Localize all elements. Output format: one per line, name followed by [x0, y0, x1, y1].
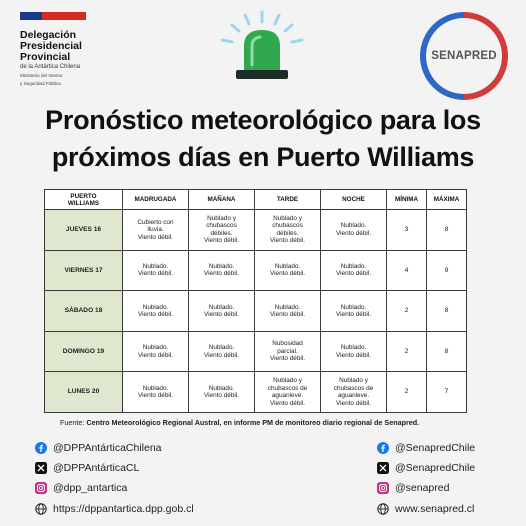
temp-min-cell: 2 — [387, 331, 427, 372]
forecast-cell-manana — [189, 250, 255, 291]
org-name-line: Presidencial — [20, 40, 82, 52]
forecast-line: Nublado. — [208, 384, 235, 392]
social-link-left[interactable] — [35, 482, 127, 494]
instagram-icon — [377, 482, 395, 494]
social-link-left[interactable] — [35, 462, 139, 474]
forecast-line: Nublado. — [142, 344, 169, 352]
forecast-cell-noche — [321, 250, 387, 291]
forecast-line: Viento débil. — [269, 399, 306, 407]
forecast-line: Nublado. — [340, 344, 367, 352]
forecast-cell-tarde — [255, 372, 321, 413]
forecast-cell-tarde — [255, 250, 321, 291]
facebook-icon — [35, 442, 53, 454]
social-link-text: @SenapredChile — [395, 442, 476, 454]
forecast-line: débiles. — [210, 229, 233, 237]
forecast-cell-madrugada — [123, 331, 189, 372]
org-name-line: Provincial — [20, 51, 71, 63]
forecast-line: chubascos de — [267, 384, 308, 392]
social-link-right[interactable] — [377, 503, 474, 515]
forecast-line: Nublado. — [340, 262, 367, 270]
social-link-text: @dpp_antartica — [53, 482, 128, 494]
org-ministry: y Seguridad Pública — [20, 80, 61, 86]
forecast-line: Viento débil. — [269, 310, 306, 318]
temp-min-cell: 3 — [387, 210, 427, 251]
forecast-line: Viento débil. — [335, 270, 372, 278]
temp-min-cell: 2 — [387, 291, 427, 332]
forecast-line: Cubierto con — [137, 218, 174, 226]
forecast-line: parcial. — [277, 347, 298, 355]
forecast-line: Nublado. — [274, 262, 301, 270]
social-link-text: @senapred — [395, 482, 450, 494]
forecast-line: Viento débil. — [137, 392, 174, 400]
forecast-line: Nublado. — [208, 303, 235, 311]
forecast-line: Nubosidad — [272, 340, 303, 348]
forecast-cell-manana — [189, 372, 255, 413]
forecast-line: Nublado. — [208, 344, 235, 352]
forecast-cell-tarde — [255, 291, 321, 332]
senapred-logo-text: SENAPRED — [431, 50, 497, 62]
temp-min-cell: 2 — [387, 372, 427, 413]
day-cell: LUNES 20 — [45, 372, 123, 413]
forecast-line: Viento débil. — [137, 351, 174, 359]
social-link-left[interactable] — [35, 503, 194, 515]
forecast-line: Viento débil. — [203, 351, 240, 359]
forecast-line: Nublado. — [208, 262, 235, 270]
org-name-line: Delegación — [20, 29, 77, 41]
social-link-text: www.senapred.cl — [395, 503, 475, 515]
forecast-cell-tarde — [255, 331, 321, 372]
column-header-madrugada: MADRUGADA — [123, 190, 189, 210]
column-header-manana: MAÑANA — [189, 190, 255, 210]
forecast-cell-manana — [189, 210, 255, 251]
forecast-line: aguanieve. — [337, 392, 370, 400]
forecast-cell-noche — [321, 372, 387, 413]
day-cell: DOMINGO 19 — [45, 331, 123, 372]
forecast-line: chubascos de — [333, 384, 374, 392]
forecast-line: Viento débil. — [203, 392, 240, 400]
globe-icon — [377, 503, 395, 515]
forecast-line: Viento débil. — [335, 351, 372, 359]
forecast-line: Viento débil. — [137, 233, 174, 241]
forecast-cell-madrugada — [123, 372, 189, 413]
forecast-line: lluvia. — [147, 226, 164, 234]
forecast-table — [44, 189, 467, 413]
forecast-line: Viento débil. — [203, 237, 240, 245]
org-subtitle: de la Antártica Chilena — [20, 64, 81, 70]
social-link-text: https://dppantartica.dpp.gob.cl — [53, 503, 194, 515]
social-link-right[interactable] — [377, 462, 475, 474]
forecast-line: Viento débil. — [335, 310, 372, 318]
social-link-left[interactable] — [35, 442, 162, 454]
org-ministry: Ministerio del Interior — [20, 73, 63, 78]
social-link-text: @DPPAntárticaCL — [53, 462, 140, 474]
forecast-cell-madrugada — [123, 250, 189, 291]
forecast-line: Viento débil. — [335, 229, 372, 237]
facebook-icon — [377, 442, 395, 454]
forecast-cell-manana — [189, 331, 255, 372]
senapred-logo — [420, 12, 508, 100]
title-line: próximos días en Puerto Williams — [51, 142, 475, 172]
forecast-line: Viento débil. — [203, 310, 240, 318]
title-line: Pronóstico meteorológico para los — [45, 105, 481, 135]
temp-max-cell: 9 — [427, 250, 467, 291]
forecast-line: Viento débil. — [137, 270, 174, 278]
forecast-cell-madrugada — [123, 210, 189, 251]
column-header-noche: NOCHE — [321, 190, 387, 210]
day-cell: SÁBADO 18 — [45, 291, 123, 332]
day-cell: VIERNES 17 — [45, 250, 123, 291]
temp-max-cell: 8 — [427, 291, 467, 332]
forecast-line: Nublado y — [339, 377, 368, 385]
forecast-line: Viento débil. — [137, 310, 174, 318]
temp-min-cell: 4 — [387, 250, 427, 291]
table-row — [45, 331, 467, 372]
forecast-line: Nublado. — [142, 303, 169, 311]
table-row — [45, 372, 467, 413]
forecast-line: chubascos — [272, 222, 303, 230]
forecast-cell-noche — [321, 210, 387, 251]
forecast-line: Nublado. — [142, 384, 169, 392]
organization-logo — [20, 30, 130, 86]
column-header-location: PUERTO WILLIAMS — [45, 190, 123, 210]
forecast-line: débiles. — [276, 229, 299, 237]
globe-icon — [35, 503, 53, 515]
social-link-text: @DPPAntárticaChilena — [53, 442, 162, 454]
forecast-line: Viento débil. — [269, 270, 306, 278]
source-note: Fuente: Centro Meteorológico Regional Austral, en informe PM de monitoreo diario regional de Senapred. — [60, 418, 420, 427]
forecast-line: Nublado. — [340, 222, 367, 230]
column-header-maxima: MÁXIMA — [427, 190, 467, 210]
x-icon — [377, 462, 395, 474]
forecast-line: Viento débil. — [269, 355, 306, 363]
forecast-line: Nublado. — [142, 262, 169, 270]
column-header-minima: MÍNIMA — [387, 190, 427, 210]
instagram-icon — [35, 482, 53, 494]
column-header-tarde: TARDE — [255, 190, 321, 210]
table-row — [45, 250, 467, 291]
social-link-right[interactable] — [377, 482, 449, 494]
forecast-line: Viento débil. — [203, 270, 240, 278]
chile-flag-bar — [20, 12, 86, 20]
forecast-line: Nublado. — [274, 303, 301, 311]
forecast-line: Viento débil. — [335, 399, 372, 407]
table-header-row — [45, 190, 467, 210]
table-row — [45, 291, 467, 332]
forecast-cell-madrugada — [123, 291, 189, 332]
temp-max-cell: 8 — [427, 331, 467, 372]
forecast-line: Nublado y — [273, 214, 302, 222]
forecast-line: Nublado. — [340, 303, 367, 311]
forecast-line: Nublado y — [273, 377, 302, 385]
social-link-text: @SenapredChile — [395, 462, 476, 474]
forecast-cell-tarde — [255, 210, 321, 251]
siren-icon — [212, 10, 312, 82]
page-title — [0, 102, 526, 176]
forecast-cell-noche — [321, 331, 387, 372]
forecast-line: Nublado y — [207, 214, 236, 222]
forecast-line: aguanieve. — [271, 392, 304, 400]
forecast-cell-noche — [321, 291, 387, 332]
forecast-cell-manana — [189, 291, 255, 332]
table-row — [45, 210, 467, 251]
social-link-right[interactable] — [377, 442, 475, 454]
forecast-line: chubascos — [206, 222, 237, 230]
temp-max-cell: 7 — [427, 372, 467, 413]
day-cell: JUEVES 16 — [45, 210, 123, 251]
temp-max-cell: 8 — [427, 210, 467, 251]
x-icon — [35, 462, 53, 474]
forecast-line: Viento débil. — [269, 237, 306, 245]
